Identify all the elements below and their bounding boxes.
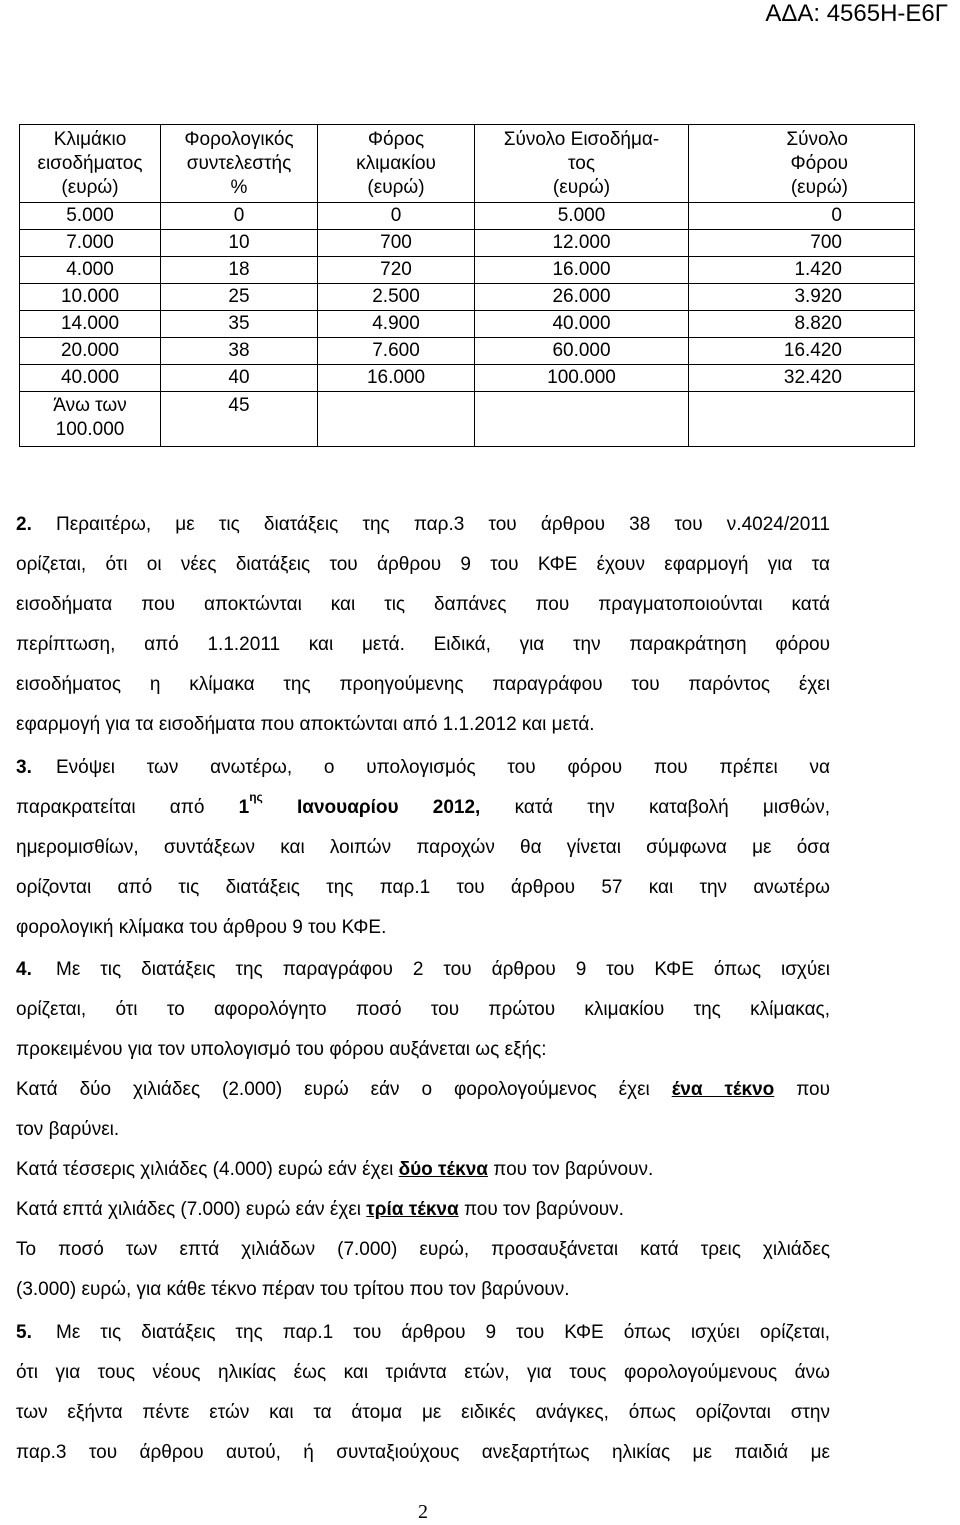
paragraph-number: 4. bbox=[16, 959, 32, 980]
table-row bbox=[20, 203, 915, 230]
table-cell: 8.820 bbox=[689, 311, 915, 338]
paragraph-line: ορίζονται από τις διατάξεις της παρ.1 του άρθρου 57 και την ανωτέρω bbox=[16, 877, 830, 898]
paragraph-line: 4. Με τις διατάξεις της παραγράφου 2 του άρθρου 9 του ΚΦΕ όπως ισχύει bbox=[16, 950, 830, 990]
paragraph-line: ότι για τους νέους ηλικίας έως και τριάντα ετών, για τους φορολογούμενους άνω bbox=[16, 1362, 830, 1383]
table-cell: 1.420 bbox=[689, 257, 915, 284]
table-cell: 38 bbox=[161, 338, 318, 365]
paragraph-line: φορολογική κλίμακα του άρθρου 9 του ΚΦΕ. bbox=[16, 917, 387, 938]
table-cell: 40 bbox=[161, 365, 318, 392]
table-cell: 45 bbox=[161, 392, 318, 447]
table-cell: 5.000 bbox=[475, 203, 689, 230]
table-row bbox=[20, 311, 915, 338]
table-cell: 16.000 bbox=[318, 365, 475, 392]
paragraph-number: 3. bbox=[16, 757, 32, 778]
header-total-income: Σύνολο Εισοδήμα- τος (ευρώ) bbox=[475, 125, 689, 203]
paragraph-line: εισοδήματα που αποκτώνται και τις δαπάνες που πραγματοποιούνται κατά bbox=[16, 594, 830, 615]
table-cell: 3.920 bbox=[689, 284, 915, 311]
paragraph-number: 5. bbox=[16, 1322, 32, 1343]
paragraph-line: Κατά δύο χιλιάδες (2.000) ευρώ εάν ο φορολογούμενος έχει ένα τέκνο που bbox=[16, 1079, 830, 1100]
paragraph-line: περίπτωση, από 1.1.2011 και μετά. Ειδικά, για την παρακράτηση φόρου bbox=[16, 634, 830, 655]
table-cell: 32.420 bbox=[689, 365, 915, 392]
table-cell: 0 bbox=[689, 203, 915, 230]
table-cell-empty bbox=[318, 392, 475, 447]
table-cell: Άνω των 100.000 bbox=[20, 392, 161, 447]
paragraph-line: Το ποσό των επτά χιλιάδων (7.000) ευρώ, προσαυξάνεται κατά τρεις χιλιάδες bbox=[16, 1239, 830, 1260]
table-row bbox=[20, 230, 915, 257]
table-cell: 20.000 bbox=[20, 338, 161, 365]
table-cell: 700 bbox=[318, 230, 475, 257]
table-cell: 14.000 bbox=[20, 311, 161, 338]
ada-code: ΑΔΑ: 4565Η-Ε6Γ bbox=[765, 0, 948, 27]
table-cell: 10.000 bbox=[20, 284, 161, 311]
table-cell: 4.000 bbox=[20, 257, 161, 284]
header-bracket-tax: Φόρος κλιμακίου (ευρώ) bbox=[318, 125, 475, 203]
table-row bbox=[20, 365, 915, 392]
paragraph-line: ορίζεται, ότι το αφορολόγητο ποσό του πρώτου κλιμακίου της κλίμακας, bbox=[16, 999, 830, 1020]
paragraph-4 bbox=[16, 950, 830, 1310]
paragraph-line: παρ.3 του άρθρου αυτού, ή συνταξιούχους ανεξαρτήτως ηλικίας με παιδιά με bbox=[16, 1442, 830, 1463]
paragraph-line: 3. Ενόψει των ανωτέρω, ο υπολογισμός του φόρου που πρέπει να bbox=[16, 748, 830, 788]
paragraph-number: 2. bbox=[16, 514, 32, 535]
table-header-row bbox=[20, 125, 915, 203]
table-row-top-bracket bbox=[20, 392, 915, 447]
table-cell: 7.000 bbox=[20, 230, 161, 257]
header-rate: Φορολογικός συντελεστής % bbox=[161, 125, 318, 203]
table-row bbox=[20, 257, 915, 284]
table-cell: 2.500 bbox=[318, 284, 475, 311]
table-cell: 4.900 bbox=[318, 311, 475, 338]
table-cell-empty bbox=[689, 392, 915, 447]
paragraph-line: ημερομισθίων, συντάξεων και λοιπών παροχών θα γίνεται σύμφωνα με όσα bbox=[16, 837, 830, 858]
table-cell: 25 bbox=[161, 284, 318, 311]
paragraph-line: προκειμένου για τον υπολογισμό του φόρου αυξάνεται ως εξής: bbox=[16, 1039, 547, 1060]
table-cell: 16.420 bbox=[689, 338, 915, 365]
header-bracket: Κλιμάκιο εισοδήματος (ευρώ) bbox=[20, 125, 161, 203]
paragraph-line: Κατά τέσσερις χιλιάδες (4.000) ευρώ εάν έχει δύο τέκνα που τον βαρύνουν. bbox=[16, 1159, 654, 1180]
paragraph-line: 5. Με τις διατάξεις της παρ.1 του άρθρου 9 του ΚΦΕ όπως ισχύει ορίζεται, bbox=[16, 1313, 830, 1353]
table-cell: 10 bbox=[161, 230, 318, 257]
paragraph-line: εφαρμογή για τα εισοδήματα που αποκτώνται από 1.1.2012 και μετά. bbox=[16, 714, 595, 735]
paragraph-3 bbox=[16, 748, 830, 948]
table-cell: 18 bbox=[161, 257, 318, 284]
paragraph-5 bbox=[16, 1313, 830, 1473]
table-cell: 16.000 bbox=[475, 257, 689, 284]
paragraph-line: (3.000) ευρώ, για κάθε τέκνο πέραν του τρίτου που τον βαρύνουν. bbox=[16, 1279, 570, 1300]
table-cell: 7.600 bbox=[318, 338, 475, 365]
paragraph-line: παρακρατείται από $1^{\eta\varsigma}$ Ιανουαρίου 2012, κατά την καταβολή μισθών, bbox=[16, 790, 830, 818]
paragraph-line: εισοδήματος η κλίμακα της προηγούμενης παραγράφου του παρόντος έχει bbox=[16, 674, 830, 695]
tax-scale-table bbox=[19, 124, 915, 447]
table-row bbox=[20, 284, 915, 311]
table-cell: 0 bbox=[318, 203, 475, 230]
table-cell-empty bbox=[475, 392, 689, 447]
table-cell: 40.000 bbox=[20, 365, 161, 392]
table-cell: 5.000 bbox=[20, 203, 161, 230]
paragraph-line: ορίζεται, ότι οι νέες διατάξεις του άρθρου 9 του ΚΦΕ έχουν εφαρμογή για τα bbox=[16, 554, 830, 575]
table-cell: 26.000 bbox=[475, 284, 689, 311]
table-cell: 100.000 bbox=[475, 365, 689, 392]
table-cell: 35 bbox=[161, 311, 318, 338]
table-cell: 12.000 bbox=[475, 230, 689, 257]
paragraph-line: των εξήντα πέντε ετών και τα άτομα με ειδικές ανάγκες, όπως ορίζονται στην bbox=[16, 1402, 830, 1423]
table-row bbox=[20, 338, 915, 365]
page-number: 2 bbox=[418, 1501, 428, 1523]
paragraph-line: τον βαρύνει. bbox=[16, 1119, 120, 1140]
table-cell: 0 bbox=[161, 203, 318, 230]
table-cell: 60.000 bbox=[475, 338, 689, 365]
table-cell: 40.000 bbox=[475, 311, 689, 338]
header-total-tax: Σύνολο Φόρου (ευρώ) bbox=[689, 125, 915, 203]
table-cell: 700 bbox=[689, 230, 915, 257]
paragraph-line: 2. Περαιτέρω, με τις διατάξεις της παρ.3 του άρθρου 38 του ν.4024/2011 bbox=[16, 505, 830, 545]
paragraph-2 bbox=[16, 505, 830, 745]
paragraph-line: Κατά επτά χιλιάδες (7.000) ευρώ εάν έχει τρία τέκνα που τον βαρύνουν. bbox=[16, 1199, 624, 1220]
table-cell: 720 bbox=[318, 257, 475, 284]
